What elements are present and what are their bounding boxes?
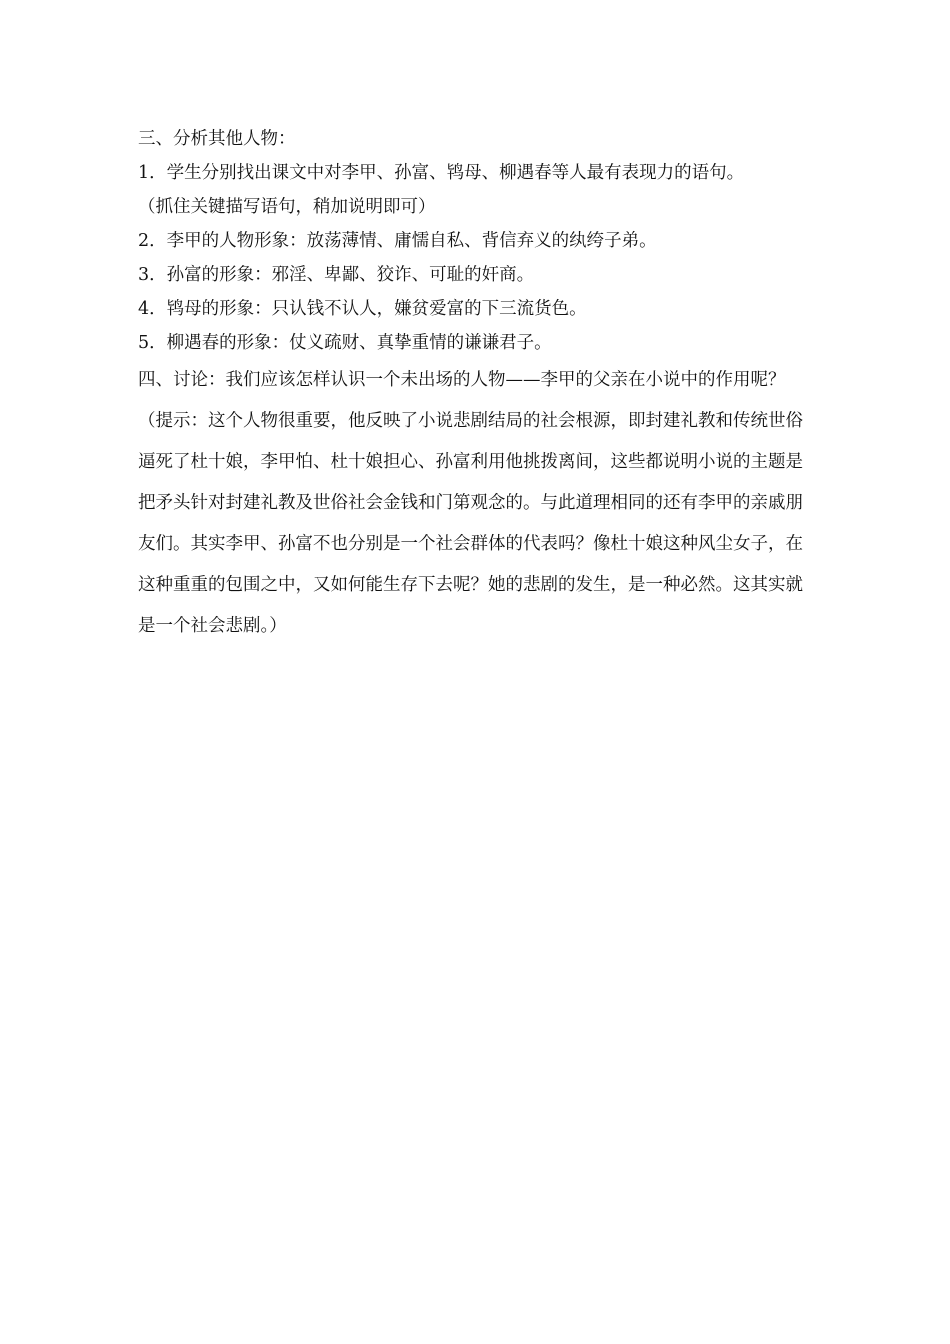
list-item-2: 2．李甲的人物形象：放荡薄情、庸懦自私、背信弃义的纨绔子弟。 [138, 231, 657, 251]
list-item-4: 4．鸨母的形象：只认钱不认人，嫌贫爱富的下三流货色。 [138, 299, 587, 319]
list-item-5: 5．柳遇春的形象：仗义疏财、真挚重情的谦谦君子。 [138, 333, 552, 353]
document-body [138, 122, 818, 647]
section4-heading: 四、讨论：我们应该怎样认识一个未出场的人物——李甲的父亲在小说中的作用呢？ [138, 370, 786, 390]
list-item-3: 3．孙富的形象：邪淫、卑鄙、狡诈、可耻的奸商。 [138, 265, 535, 285]
section3-heading: 三、分析其他人物： [138, 129, 296, 149]
list-item-1: 1．学生分别找出课文中对李甲、孙富、鸨母、柳遇春等人最有表现力的语句。 [138, 163, 745, 183]
list-item-1-note: （抓住关键描写语句，稍加说明即可） [138, 197, 436, 217]
section4-hint: （提示：这个人物很重要，他反映了小说悲剧结局的社会根源，即封建礼教和传统世俗逼死了杜十娘，李甲怕、杜十娘担心、孙富利用他挑拨离间，这些都说明小说的主题是把矛头针对封建礼教及世俗社会金钱和门第观念的。与此道理相同的还有李甲的亲戚朋友们。其实李甲、孙富不也分别是一个社会群体的代表吗？像杜十娘这种风尘女子，在这种重重的包围之中，又如何能生存下去呢？她的悲剧的发生，是一种必然。这其实就是一个社会悲剧。） [138, 411, 803, 636]
